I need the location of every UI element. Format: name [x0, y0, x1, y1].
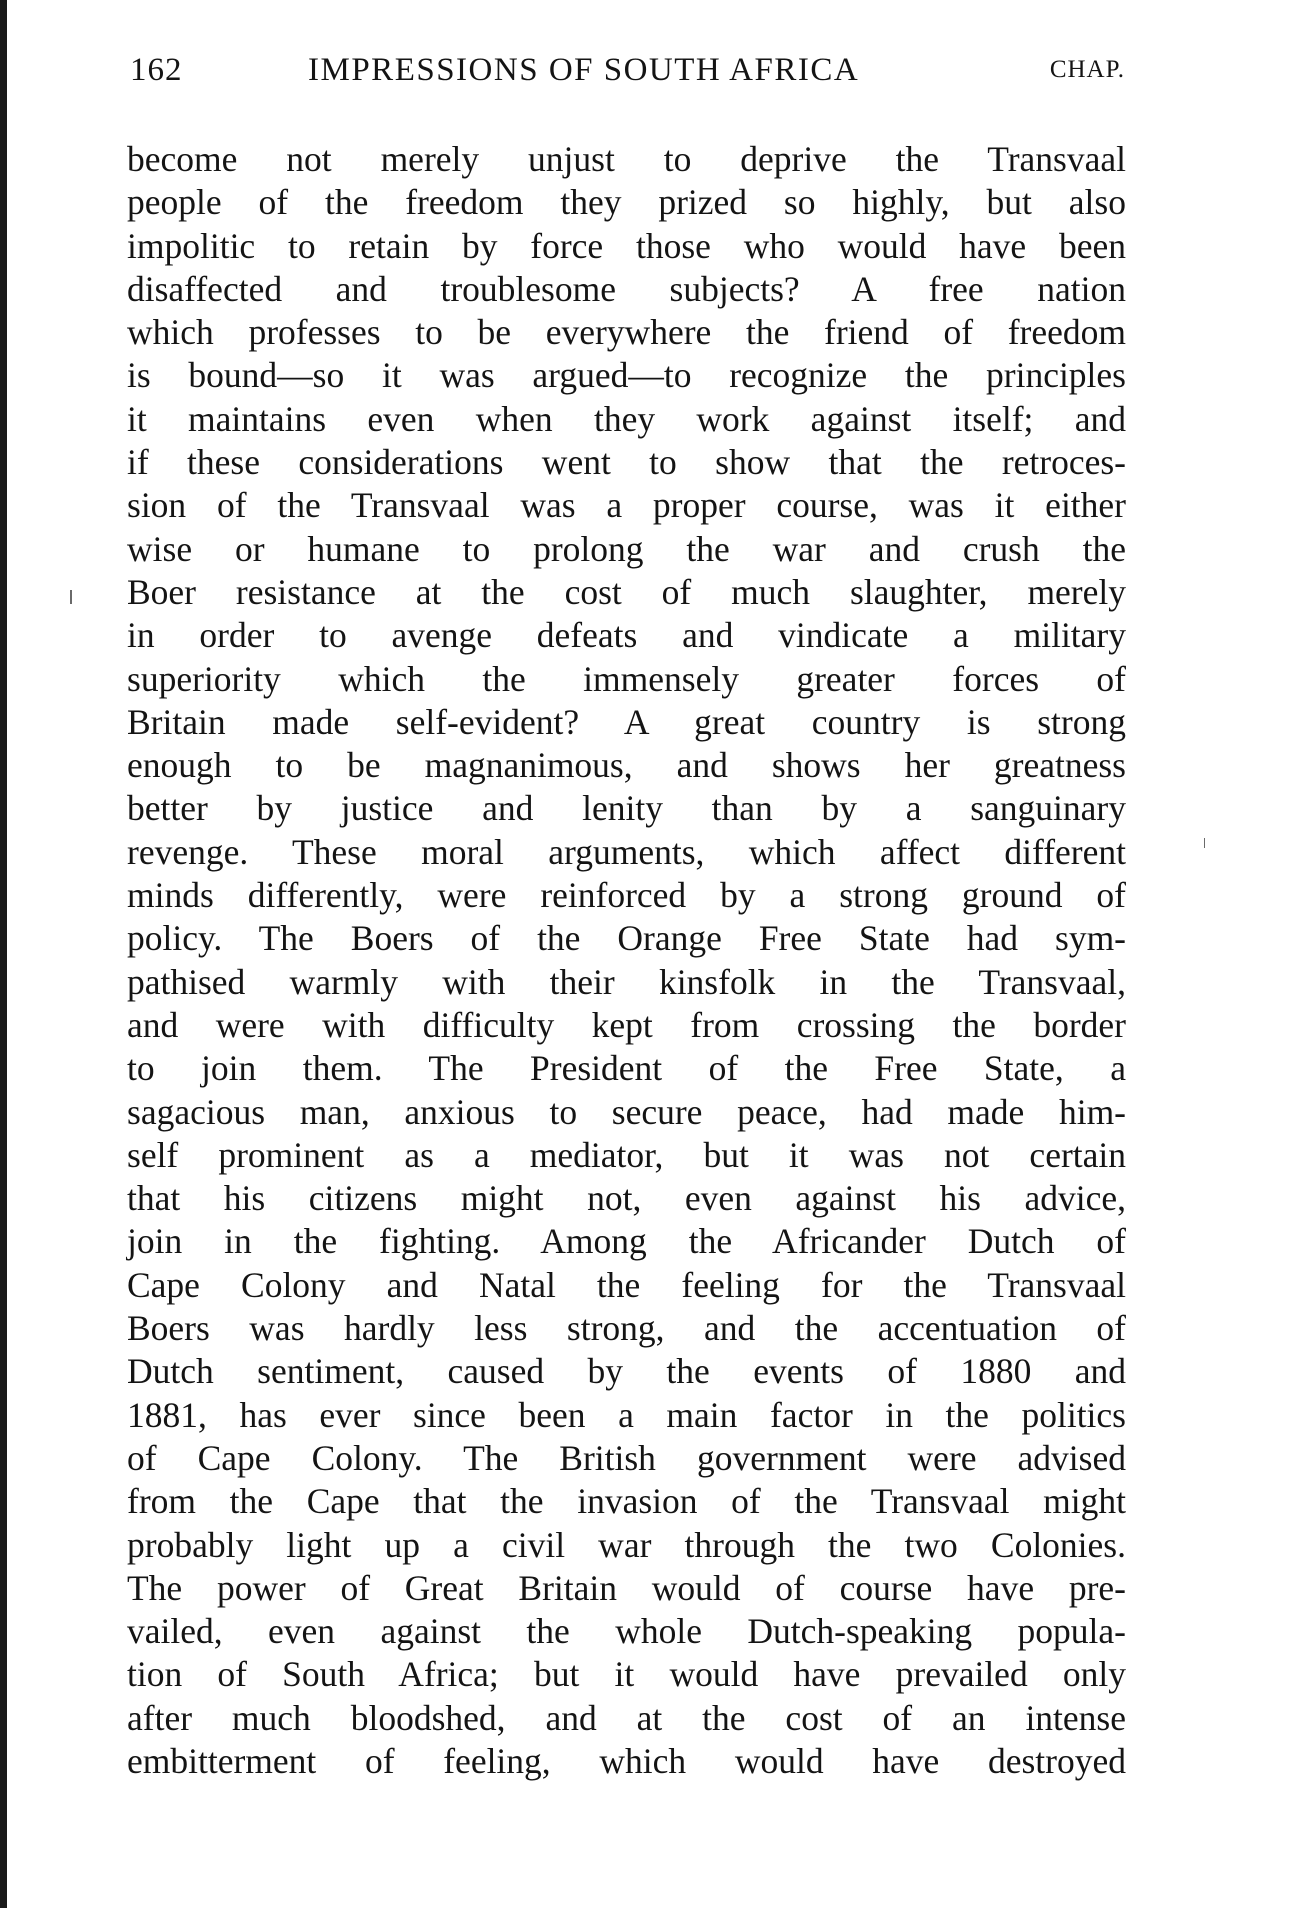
- text-line: The power of Great Britain would of course have pre-: [127, 1567, 1126, 1608]
- text-line: join in the fighting. Among the Africander Dutch of: [127, 1221, 1126, 1262]
- scan-speck: [70, 590, 72, 604]
- text-line: self prominent as a mediator, but it was not certain: [127, 1134, 1126, 1175]
- page-binding-edge: [0, 0, 7, 1908]
- text-line: probably light up a civil war through the two Colonies.: [127, 1524, 1126, 1565]
- running-title: IMPRESSIONS OF SOUTH AFRICA: [308, 52, 860, 88]
- scan-speck: [1204, 838, 1205, 848]
- text-line: that his citizens might not, even against his advice,: [127, 1178, 1126, 1219]
- chapter-abbreviation: CHAP.: [1049, 56, 1125, 83]
- text-line: minds differently, were reinforced by a strong ground of: [127, 875, 1126, 916]
- text-line: it maintains even when they work against itself; and: [127, 398, 1126, 439]
- text-line: which professes to be everywhere the friend of freedom: [127, 312, 1126, 353]
- text-line: disaffected and troublesome subjects? A free nation: [127, 268, 1126, 309]
- text-line: superiority which the immensely greater forces of: [127, 658, 1126, 699]
- text-line: sion of the Transvaal was a proper course, was it either: [127, 485, 1126, 526]
- text-line: better by justice and lenity than by a sanguinary: [127, 788, 1126, 829]
- text-line: become not merely unjust to deprive the Transvaal: [127, 139, 1126, 179]
- text-line: tion of South Africa; but it would have prevailed only: [127, 1654, 1126, 1695]
- text-line: pathised warmly with their kinsfolk in the Transvaal,: [127, 961, 1126, 1002]
- text-line: enough to be magnanimous, and shows her greatness: [127, 745, 1126, 786]
- page-number: 162: [130, 52, 183, 88]
- text-line: in order to avenge defeats and vindicate a military: [127, 615, 1126, 656]
- text-line: embitterment of feeling, which would have destroyed: [127, 1740, 1126, 1781]
- text-line: wise or humane to prolong the war and crush the: [127, 528, 1126, 569]
- text-line: from the Cape that the invasion of the Transvaal might: [127, 1481, 1126, 1522]
- text-line: sagacious man, anxious to secure peace, had made him-: [127, 1091, 1126, 1132]
- text-line: Cape Colony and Natal the feeling for the Transvaal: [127, 1264, 1126, 1305]
- text-line: if these considerations went to show that the retroces-: [127, 442, 1126, 483]
- text-line: Boer resistance at the cost of much slaughter, merely: [127, 571, 1126, 612]
- text-line: and were with difficulty kept from crossing the border: [127, 1004, 1126, 1045]
- text-line: after much bloodshed, and at the cost of an intense: [127, 1697, 1126, 1738]
- running-header: [130, 52, 1125, 102]
- text-line: 1881, has ever since been a main factor in the politics: [127, 1394, 1126, 1435]
- text-line: is bound—so it was argued—to recognize the principles: [127, 355, 1126, 396]
- text-line: Britain made self-evident? A great country is strong: [127, 701, 1126, 742]
- text-line: people of the freedom they prized so highly, but also: [127, 182, 1126, 223]
- text-line: vailed, even against the whole Dutch-speaking popula-: [127, 1611, 1126, 1652]
- text-line: to join them. The President of the Free State, a: [127, 1048, 1126, 1089]
- text-line: Dutch sentiment, caused by the events of 1880 and: [127, 1351, 1126, 1392]
- text-line: impolitic to retain by force those who would have been: [127, 225, 1126, 266]
- text-line: of Cape Colony. The British government were advised: [127, 1437, 1126, 1478]
- text-line: policy. The Boers of the Orange Free State had sym-: [127, 918, 1126, 959]
- body-text: [127, 138, 1126, 1783]
- text-line: Boers was hardly less strong, and the accentuation of: [127, 1308, 1126, 1349]
- text-line: revenge. These moral arguments, which affect different: [127, 831, 1126, 872]
